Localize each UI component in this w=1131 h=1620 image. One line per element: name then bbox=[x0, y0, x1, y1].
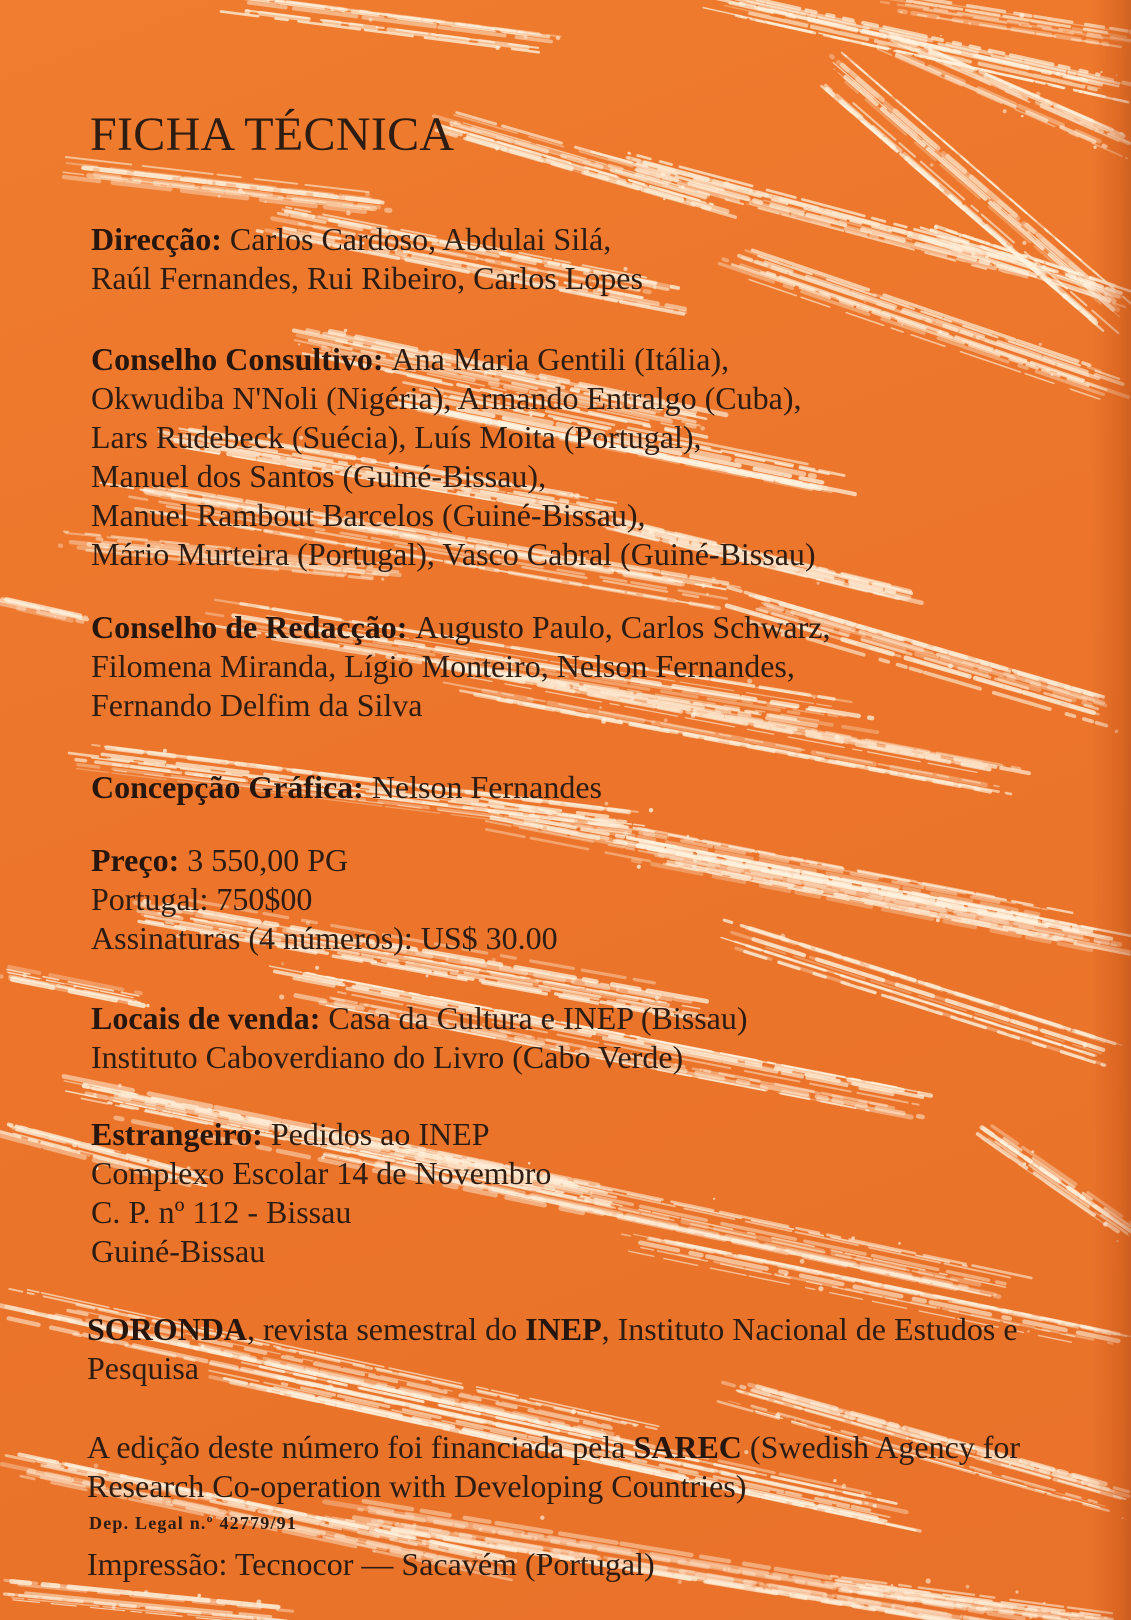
estrangeiro-line bbox=[91, 1193, 551, 1232]
chalk-speck bbox=[594, 169, 596, 171]
conselho-consultivo-member: Manuel Rambout Barcelos (Guiné-Bissau), bbox=[91, 497, 646, 533]
soronda-text: Pesquisa bbox=[87, 1350, 199, 1386]
chalk-speck bbox=[986, 252, 990, 256]
chalk-speck bbox=[413, 1523, 416, 1526]
chalk-speck bbox=[706, 593, 709, 596]
chalk-speck bbox=[936, 918, 940, 922]
chalk-speck bbox=[966, 1585, 970, 1589]
conselho-consultivo-member: Mário Murteira (Portugal), Vasco Cabral (Guiné-Bissau) bbox=[91, 536, 816, 572]
chalk-speck bbox=[663, 198, 665, 200]
financiamento-text: (Swedish Agency for bbox=[741, 1429, 1021, 1465]
chalk-speck bbox=[1043, 1602, 1045, 1604]
chalk-stroke-line bbox=[444, 129, 727, 211]
chalk-stroke-line bbox=[754, 939, 1113, 1053]
chalk-speck bbox=[713, 1198, 715, 1200]
chalk-speck bbox=[1036, 92, 1041, 97]
chalk-speck bbox=[74, 985, 77, 988]
concepcao-grafica-name: Nelson Fernandes bbox=[371, 769, 602, 805]
chalk-stroke-line bbox=[925, 239, 1110, 300]
chalk-speck bbox=[1039, 343, 1042, 346]
conselho-consultivo-line bbox=[91, 340, 816, 379]
financiamento-text: A edição deste número foi financiada pela bbox=[87, 1429, 634, 1465]
chalk-stroke bbox=[5, 1580, 307, 1620]
estrangeiro-address: Complexo Escolar 14 de Novembro bbox=[91, 1155, 552, 1191]
chalk-speck bbox=[1015, 255, 1019, 259]
chalk-stroke-line bbox=[771, 934, 1123, 1045]
chalk-speck bbox=[242, 191, 245, 194]
preco-line bbox=[91, 841, 558, 880]
preco-value: 3 550,00 PG bbox=[187, 842, 349, 878]
estrangeiro-line bbox=[91, 1115, 551, 1154]
estrangeiro-label: Estrangeiro: bbox=[91, 1116, 263, 1152]
chalk-speck bbox=[1029, 1616, 1032, 1619]
chalk-speck bbox=[852, 1236, 855, 1239]
chalk-speck bbox=[712, 577, 716, 581]
chalk-speck bbox=[800, 1259, 805, 1264]
inep-name: INEP bbox=[525, 1311, 602, 1347]
chalk-speck bbox=[954, 654, 956, 656]
locais-venda-line bbox=[91, 1038, 748, 1077]
chalk-speck bbox=[155, 762, 160, 767]
chalk-speck bbox=[780, 934, 785, 939]
chalk-speck bbox=[346, 211, 351, 216]
conselho-redaccao-line bbox=[91, 608, 830, 647]
chalk-stroke-line bbox=[448, 128, 705, 203]
chalk-speck bbox=[635, 173, 637, 175]
direccao-line bbox=[91, 259, 643, 298]
impressao-section bbox=[87, 1545, 655, 1584]
chalk-speck bbox=[381, 578, 384, 581]
chalk-speck bbox=[492, 958, 496, 962]
preco-label: Preço: bbox=[91, 842, 180, 878]
conselho-consultivo-line bbox=[91, 496, 816, 535]
direccao-line bbox=[91, 220, 643, 259]
chalk-speck bbox=[264, 201, 266, 203]
direccao-label: Direcção: bbox=[91, 221, 222, 257]
chalk-speck bbox=[898, 1242, 901, 1245]
chalk-stroke-line bbox=[731, 0, 1119, 83]
chalk-speck bbox=[59, 610, 61, 612]
conselho-redaccao-line bbox=[91, 686, 830, 725]
locais-venda-line bbox=[91, 999, 748, 1038]
chalk-speck bbox=[649, 808, 653, 812]
chalk-speck bbox=[693, 859, 697, 863]
chalk-speck bbox=[864, 301, 866, 303]
chalk-stroke-line bbox=[8, 973, 133, 998]
chalk-speck bbox=[1023, 1162, 1026, 1165]
conselho-consultivo-section bbox=[91, 340, 816, 574]
preco-assinaturas: Assinaturas (4 números): US$ 30.00 bbox=[91, 920, 558, 956]
chalk-stroke-line bbox=[641, 843, 1092, 931]
chalk-speck bbox=[256, 1600, 261, 1605]
chalk-speck bbox=[605, 802, 609, 806]
chalk-stroke-line bbox=[523, 810, 1010, 904]
chalk-speck bbox=[218, 195, 221, 198]
chalk-speck bbox=[344, 329, 348, 333]
preco-portugal: Portugal: 750$00 bbox=[91, 881, 313, 917]
chalk-speck bbox=[653, 286, 657, 290]
soronda-text: , Instituto Nacional de Estudos e bbox=[601, 1311, 1018, 1347]
chalk-speck bbox=[1021, 115, 1023, 117]
conselho-redaccao-member: Augusto Paulo, Carlos Schwarz, bbox=[415, 609, 831, 645]
preco-line bbox=[91, 919, 558, 958]
conselho-consultivo-member: Okwudiba N'Noli (Nigéria), Armando Entralgo (Cuba), bbox=[91, 380, 802, 416]
financiamento-line bbox=[87, 1428, 1020, 1467]
concepcao-grafica-label: Concepção Gráfica: bbox=[91, 769, 364, 805]
chalk-speck bbox=[901, 324, 903, 326]
concepcao-grafica-section bbox=[91, 768, 602, 807]
chalk-speck bbox=[72, 1142, 77, 1147]
sarec-name: SAREC bbox=[633, 1429, 742, 1465]
chalk-speck bbox=[118, 1084, 122, 1088]
chalk-stroke-line bbox=[753, 943, 1102, 1053]
chalk-stroke-line bbox=[645, 841, 1096, 929]
chalk-speck bbox=[54, 616, 56, 618]
financiamento-section bbox=[87, 1428, 1020, 1506]
chalk-speck bbox=[930, 163, 933, 166]
estrangeiro-address: C. P. nº 112 - Bissau bbox=[91, 1194, 352, 1230]
chalk-stroke bbox=[219, 0, 561, 52]
chalk-speck bbox=[890, 971, 895, 976]
chalk-speck bbox=[775, 1413, 780, 1418]
chalk-stroke bbox=[434, 113, 736, 218]
locais-venda-place: Casa da Cultura e INEP (Bissau) bbox=[328, 1000, 748, 1036]
chalk-speck bbox=[623, 832, 628, 837]
conselho-consultivo-line bbox=[91, 535, 816, 574]
chalk-speck bbox=[1022, 1461, 1027, 1466]
direccao-names: Raúl Fernandes, Rui Ribeiro, Carlos Lopes bbox=[91, 260, 643, 296]
chalk-speck bbox=[1022, 256, 1024, 258]
chalk-speck bbox=[784, 1273, 787, 1276]
soronda-line bbox=[87, 1310, 1018, 1349]
chalk-speck bbox=[1083, 1043, 1088, 1048]
conselho-consultivo-member: Manuel dos Santos (Guiné-Bissau), bbox=[91, 458, 547, 494]
conselho-consultivo-member: Ana Maria Gentili (Itália), bbox=[391, 341, 730, 377]
chalk-speck bbox=[1015, 1590, 1018, 1593]
impressao-text: Impressão: Tecnocor — Sacavém (Portugal) bbox=[87, 1546, 655, 1582]
chalk-speck bbox=[701, 584, 705, 588]
chalk-speck bbox=[1068, 1617, 1070, 1619]
chalk-stroke-line bbox=[247, 2, 551, 41]
chalk-speck bbox=[238, 188, 243, 193]
chalk-speck bbox=[969, 22, 972, 25]
estrangeiro-address: Guiné-Bissau bbox=[91, 1233, 266, 1269]
conselho-consultivo-member: Lars Rudebeck (Suécia), Luís Moita (Portugal), bbox=[91, 419, 702, 455]
locais-venda-place: Instituto Caboverdiano do Livro (Cabo Verde) bbox=[91, 1039, 684, 1075]
chalk-speck bbox=[93, 1093, 96, 1096]
chalk-speck bbox=[426, 975, 429, 978]
chalk-speck bbox=[281, 962, 284, 965]
chalk-speck bbox=[1031, 1150, 1034, 1153]
chalk-speck bbox=[412, 32, 414, 34]
chalk-speck bbox=[369, 18, 373, 22]
conselho-redaccao-member: Filomena Miranda, Lígio Monteiro, Nelson Fernandes, bbox=[91, 648, 795, 684]
soronda-name: SORONDA bbox=[87, 1311, 248, 1347]
preco-line bbox=[91, 880, 558, 919]
chalk-speck bbox=[533, 814, 536, 817]
chalk-speck bbox=[940, 35, 942, 37]
soronda-text: , revista semestral do bbox=[247, 1311, 526, 1347]
chalk-speck bbox=[926, 1578, 931, 1583]
chalk-stroke-line bbox=[659, 854, 1120, 944]
chalk-speck bbox=[687, 835, 690, 838]
chalk-speck bbox=[1080, 281, 1082, 283]
chalk-stroke bbox=[62, 157, 390, 215]
chalk-speck bbox=[1019, 13, 1024, 18]
chalk-stroke bbox=[721, 920, 1122, 1065]
chalk-stroke-line bbox=[908, 40, 1106, 127]
chalk-speck bbox=[939, 330, 942, 333]
chalk-speck bbox=[1051, 373, 1054, 376]
chalk-speck bbox=[678, 1580, 682, 1584]
conselho-consultivo-line bbox=[91, 379, 816, 418]
deposito-legal: Dep. Legal n.º 42779/91 bbox=[89, 1513, 298, 1533]
chalk-speck bbox=[496, 46, 500, 50]
chalk-speck bbox=[1062, 294, 1067, 299]
chalk-speck bbox=[163, 749, 167, 753]
chalk-speck bbox=[495, 147, 499, 151]
estrangeiro-line bbox=[91, 1154, 551, 1193]
conselho-redaccao-label: Conselho de Redacção: bbox=[91, 609, 408, 645]
chalk-stroke bbox=[0, 598, 87, 622]
chalk-speck bbox=[78, 615, 81, 618]
chalk-speck bbox=[794, 1419, 796, 1421]
locais-venda-label: Locais de venda: bbox=[91, 1000, 321, 1036]
conselho-consultivo-label: Conselho Consultivo: bbox=[91, 341, 384, 377]
chalk-speck bbox=[536, 819, 539, 822]
chalk-speck bbox=[56, 984, 60, 988]
estrangeiro-section bbox=[91, 1115, 551, 1271]
direccao-section bbox=[91, 220, 643, 298]
chalk-speck bbox=[1003, 109, 1007, 113]
chalk-stroke-line bbox=[473, 805, 1039, 915]
chalk-stroke-line bbox=[516, 807, 1047, 910]
soronda-section bbox=[87, 1310, 1018, 1388]
financiamento-text: Research Co-operation with Developing Countries) bbox=[87, 1468, 747, 1504]
cover-spine-edge bbox=[1091, 0, 1131, 1620]
impressao-line bbox=[87, 1545, 655, 1584]
chalk-speck bbox=[524, 35, 528, 39]
chalk-speck bbox=[818, 1286, 823, 1291]
chalk-speck bbox=[817, 582, 820, 585]
chalk-speck bbox=[0, 974, 4, 978]
chalk-speck bbox=[571, 1409, 576, 1414]
conselho-redaccao-section bbox=[91, 608, 830, 725]
deposito-legal-section bbox=[89, 1511, 297, 1535]
chalk-speck bbox=[23, 973, 27, 977]
chalk-speck bbox=[112, 1605, 116, 1609]
chalk-stroke-line bbox=[845, 105, 1095, 322]
chalk-stroke-line bbox=[475, 797, 1072, 913]
chalk-speck bbox=[42, 607, 45, 610]
chalk-speck bbox=[197, 1594, 201, 1598]
estrangeiro-line bbox=[91, 1232, 551, 1271]
locais-venda-section bbox=[91, 999, 748, 1077]
chalk-speck bbox=[891, 1584, 893, 1586]
conselho-consultivo-line bbox=[91, 457, 816, 496]
chalk-speck bbox=[956, 1011, 959, 1014]
chalk-speck bbox=[637, 865, 641, 869]
chalk-speck bbox=[959, 235, 961, 237]
chalk-stroke-line bbox=[642, 162, 999, 257]
chalk-speck bbox=[1027, 1330, 1030, 1333]
chalk-speck bbox=[365, 192, 370, 197]
direccao-names: Carlos Cardoso, Abdulai Silá, bbox=[229, 221, 612, 257]
chalk-speck bbox=[948, 664, 953, 669]
chalk-speck bbox=[1022, 241, 1026, 245]
chalk-speck bbox=[1004, 766, 1006, 768]
conselho-redaccao-member: Fernando Delfim da Silva bbox=[91, 687, 423, 723]
chalk-speck bbox=[943, 48, 947, 52]
chalk-speck bbox=[623, 846, 625, 848]
conselho-consultivo-line bbox=[91, 418, 816, 457]
preco-section bbox=[91, 841, 558, 958]
page-title: FICHA TÉCNICA bbox=[90, 108, 455, 161]
chalk-speck bbox=[661, 172, 665, 176]
chalk-speck bbox=[725, 181, 729, 185]
chalk-speck bbox=[315, 966, 319, 970]
conselho-redaccao-line bbox=[91, 647, 830, 686]
chalk-speck bbox=[975, 1009, 978, 1012]
chalk-speck bbox=[540, 1516, 544, 1520]
chalk-stroke-line bbox=[89, 176, 390, 211]
soronda-line bbox=[87, 1349, 1018, 1388]
estrangeiro-address: Pedidos ao INEP bbox=[270, 1116, 490, 1152]
chalk-stroke-line bbox=[434, 116, 712, 197]
chalk-speck bbox=[144, 1590, 148, 1594]
financiamento-line bbox=[87, 1467, 1020, 1506]
concepcao-grafica-line bbox=[91, 768, 602, 807]
